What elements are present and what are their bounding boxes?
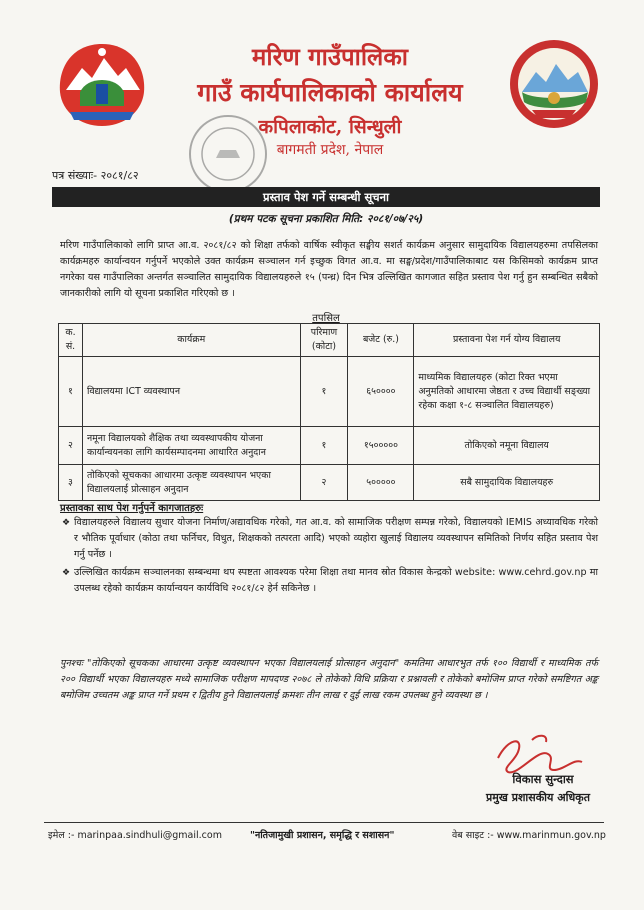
office-seal-icon	[186, 112, 270, 196]
requirements-list	[62, 515, 598, 599]
row-budget: ५०००००	[348, 465, 414, 501]
table-caption: तपसिल	[312, 313, 340, 324]
row-sn: १	[59, 357, 83, 427]
signatory-title: प्रमुख प्रशासकीय अधिकृत	[486, 791, 590, 804]
office-title-line1: मरिण गाउँपालिका	[252, 42, 408, 71]
publication-date: (प्रथम पटक सूचना प्रकाशित मिति: २०८१/०७/२५)	[228, 213, 424, 225]
office-location: कपिलाकोट, सिन्धुली	[258, 116, 402, 138]
table-row	[59, 465, 600, 501]
row-budget: ६५००००	[348, 357, 414, 427]
header-eligible: प्रस्तावना पेश गर्न योग्य विद्यालय	[414, 324, 600, 357]
row-eligible: सबै सामुदायिक विद्यालयहरु	[414, 465, 600, 501]
row-eligible: तोकिएको नमूना विद्यालय	[414, 427, 600, 465]
signatory-name: विकास सुन्दास	[512, 772, 574, 786]
footer-slogan: "नतिजामुखी प्रशासन, समृद्धि र सशासन"	[250, 830, 395, 841]
footer-email: इमेल :- marinpaa.sindhuli@gmail.com	[48, 830, 222, 841]
program-table	[58, 323, 600, 501]
row-eligible: माध्यमिक विद्यालयहरु (कोटा रिक्त भएमा अनुमतिको आधारमा जेष्ठता र उच्च विद्यार्थी सङ्ख्या रहेका कक्षा १-८ सञ्चालित विद्यालयहरु)	[414, 357, 600, 427]
header-sn: क. सं.	[59, 324, 83, 357]
intro-paragraph: मरिण गाउँपालिकाको लागि प्राप्त आ.व. २०८१/८२ को शिक्षा तर्फको वार्षिक स्वीकृत सङ्घीय सशर्त कार्यक्रम अनुसार सामुदायिक विद्यालयहरुमा तपसिलका कार्यक्रमहरु कार्यान्वयन गर्नुपर्ने भएकोले उक्त कार्यक्रम सञ्चालन गर्न इच्छुक विगत आ.व. मा सङ्घ/प्रदेश/गाउँपालिकाबाट यस किसिमको कार्यक्रम प्राप्त नगरेका यस गाउँपालिका अन्तर्गत सञ्चालित सामुदायिक विद्यालयहरुले १५ (पन्ध्र) दिन भित्र उल्लिखित कागजात सहित प्रस्ताव पेश गर्नु हुन सम्बन्धित सबैको जानकारीको लागि यो सूचना प्रकाशित गरिएको छ ।	[60, 240, 598, 299]
office-province: बागमती प्रदेश, नेपाल	[276, 142, 384, 158]
footer-website: वेब साइट :- www.marinmun.gov.np	[452, 830, 606, 841]
office-title-line2: गाउँ कार्यपालिकाको कार्यालय	[197, 78, 463, 107]
subject-title: प्रस्ताव पेश गर्ने सम्बन्धी सूचना	[52, 187, 600, 207]
table-row	[59, 427, 600, 465]
row-sn: ३	[59, 465, 83, 501]
diamond-bullet-icon: ❖	[62, 518, 71, 528]
header-program: कार्यक्रम	[82, 324, 300, 357]
table-header-row	[59, 324, 600, 357]
diamond-bullet-icon: ❖	[62, 568, 71, 578]
row-quota: १	[300, 427, 348, 465]
row-program: विद्यालयमा ICT व्यवस्थापन	[82, 357, 300, 427]
header-quota: परिमाण (कोटा)	[300, 324, 348, 357]
nepal-emblem-icon	[52, 40, 152, 130]
header-budget: बजेट (रु.)	[348, 324, 414, 357]
list-item	[62, 565, 598, 597]
row-program: नमूना विद्यालयको शैक्षिक तथा व्यवस्थापकीय योजना कार्यान्वयनका लागि कार्यसम्पादनमा आधारित अनुदान	[82, 427, 300, 465]
requirement-text: उल्लिखित कार्यक्रम सञ्चालनका सम्बन्धमा थप स्पष्टता आवश्यक परेमा शिक्षा तथा मानव स्रोत विकास केन्द्रको website: www.cehrd.gov.np मा उपलब्ध रहेको कार्यक्रम कार्यान्वयन कार्यविधि २०८१/८२ हेर्न सकिनेछ ।	[74, 567, 598, 594]
list-item	[62, 515, 598, 563]
requirements-heading: प्रस्तावका साथ पेश गर्नुपर्ने कागजातहरुः	[60, 503, 204, 514]
postscript-paragraph: पुनश्चः "तोकिएको सूचकका आधारमा उत्कृष्ट व्यवस्थापन भएका विद्यालयलाई प्रोत्साहन अनुदान" कमतिमा आधारभुत तर्फ १०० विद्यार्थी र माध्यमिक तर्फ २०० विद्यार्थी भएका विद्यालयहरु मध्ये सामाजिक परीक्षण मापदण्ड २०७८ ले तोकेको विधि प्रक्रिया र प्रश्नावली र तोकेको बमोजिम प्राप्त गरेको समष्टिगत अङ्क बमोजिम उच्चतम अङ्क प्राप्त गर्ने प्रथम र द्वितीय हुने विद्यालयलाई क्रमशः तीन लाख र दुई लाख रकम उपलब्ध हुने व्यवस्था छ ।	[60, 658, 598, 701]
row-program: तोकिएको सूचकका आधारमा उत्कृष्ट व्यवस्थापन भएका विद्यालयलाई प्रोत्साहन अनुदान	[82, 465, 300, 501]
table-row	[59, 357, 600, 427]
row-sn: २	[59, 427, 83, 465]
row-quota: २	[300, 465, 348, 501]
municipality-logo-icon	[508, 38, 600, 130]
row-budget: १५०००००	[348, 427, 414, 465]
footer-divider	[44, 822, 604, 823]
reference-number: पत्र संख्याः- २०८१/८२	[52, 169, 139, 182]
row-quota: १	[300, 357, 348, 427]
requirement-text: विद्यालयहरुले विद्यालय सुधार योजना निर्माण/अद्यावधिक गरेको, गत आ.व. को सामाजिक परीक्षण सम्पन्न गरेको, विद्यालयको IEMIS अध्यावधिक गरेको र भौतिक पूर्वाधार (कोठा तथा फर्निचर, विधुत, शिक्षकको तत्परता आदि) भएको व्यहोरा खुलाई विद्यालय व्यवस्थापन समितिको निर्णय सहित प्रस्ताव पेश गर्नु पर्नेछ ।	[74, 517, 598, 560]
